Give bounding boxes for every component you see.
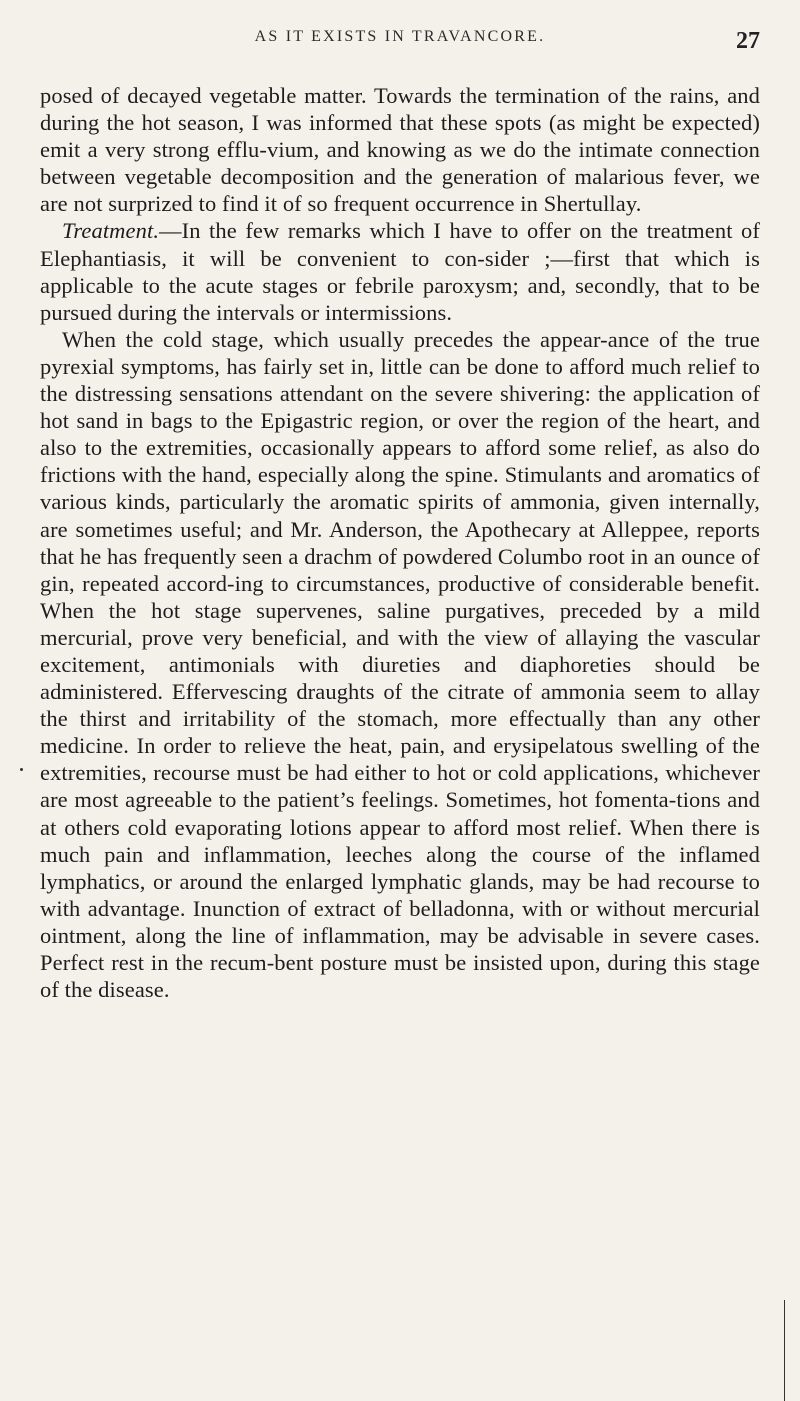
print-speck	[20, 768, 23, 771]
paragraph-cold-stage: When the cold stage, which usually precedes the appear-ance of the true pyrexial symptoms, has fairly set in, little can be done to afford much relief to the distressing sensations attendant on the severe shivering: the application of hot sand in bags to the Epigastric region, or over the region of the heart, and also to the extremities, occasionally appears to afford some relief, as also do frictions with the hand, especially along the spine. Stimulants and aromatics of various kinds, particularly the aromatic spirits of ammonia, given internally, are sometimes useful; and Mr. Anderson, the Apothecary at Alleppee, reports that he has frequently seen a drachm of powdered Columbo root in an ounce of gin, repeated accord-ing to circumstances, productive of considerable benefit. When the hot stage supervenes, saline purgatives, preceded by a mild mercurial, prove very beneficial, and with the view of allaying the vascular excitement, antimonials with diureties and diaphoreties should be administered. Effervescing draughts of the citrate of ammonia seem to allay the thirst and irritability of the stomach, more effectually than any other medicine. In order to relieve the heat, pain, and erysipelatous swelling of the extremities, recourse must be had either to hot or cold applications, whichever are most agreeable to the patient’s feelings. Sometimes, hot fomenta-tions and at others cold evaporating lotions appear to afford most relief. When there is much pain and inflammation, leeches along the course of the inflamed lymphatics, or around the enlarged lymphatic glands, may be had recourse to with advantage. Inunction of extract of belladonna, with or without mercurial ointment, along the line of inflammation, may be advisable in severe cases. Perfect rest in the recum-bent posture must be insisted upon, during this stage of the disease.	[40, 326, 760, 1003]
paragraph-continuation: posed of decayed vegetable matter. Towards the termination of the rains, and during the hot season, I was informed that these spots (as might be expected) emit a very strong efflu-vium, and knowing as we do the intimate connection between vegetable decomposition and the generation of malarious fever, we are not surprized to find it of so frequent occurrence in Shertullay.	[40, 83, 760, 217]
treatment-text: —In the few remarks which I have to offer on the treatment of Elephantiasis, it will be convenient to con-sider ;—first that which is applicable to the acute stages or febrile paroxysm; and, secondly, that to be pursued during the intervals or intermissions.	[40, 218, 760, 325]
treatment-heading: Treatment.	[62, 218, 160, 244]
running-head	[36, 28, 764, 56]
page-number: 27	[736, 28, 760, 54]
margin-rule	[784, 1300, 785, 1401]
body-text	[40, 82, 760, 1003]
running-title: AS IT EXISTS IN TRAVANCORE.	[254, 28, 546, 45]
paragraph-treatment	[40, 217, 760, 325]
